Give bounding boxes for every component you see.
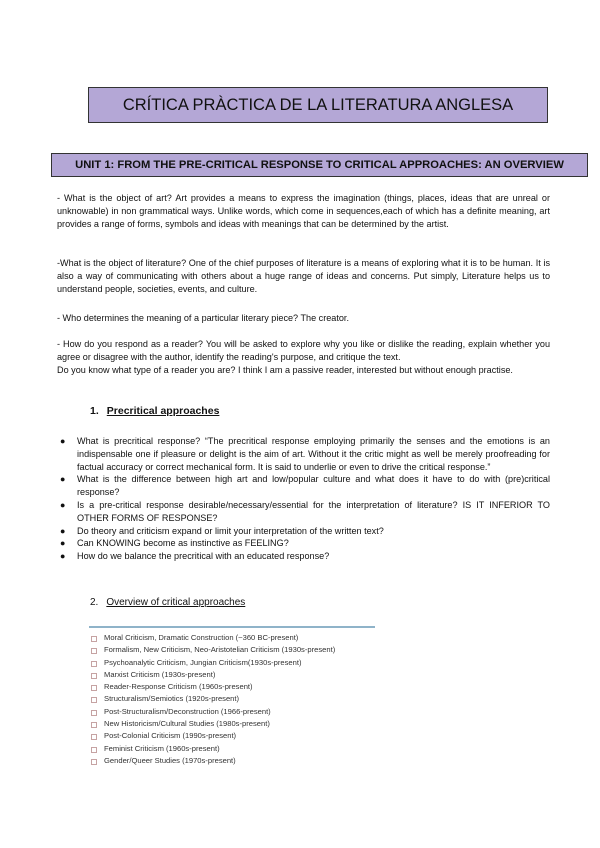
list-item-text: Is a pre-critical response desirable/necessary/essential for the interpretation of literature? IS IT INFERIOR TO OTHER FORMS OF RESPONSE? [77, 499, 550, 523]
checkbox-square-icon [91, 648, 97, 654]
list-item-text: How do we balance the precritical with an educated response? [77, 551, 330, 562]
bullet-icon: ● [60, 436, 66, 446]
section-title: Overview of critical approaches [106, 597, 246, 608]
unit-heading-text: UNIT 1: FROM THE PRE-CRITICAL RESPONSE TO CRITICAL APPROACHES: AN OVERVIEW [75, 159, 564, 171]
divider [89, 626, 375, 628]
paragraph-object-of-literature: -What is the object of literature? One of the chief purposes of literature is a means of exploring what it is to be human. It is also a way of communicating with others about a huge range of ideas and concerns. Put simply, Literature helps us to understand people, societies, events, and culture. [57, 258, 550, 294]
bullet-icon: ● [60, 525, 66, 536]
section-number: 1. [90, 405, 99, 417]
list-item [57, 435, 550, 473]
paragraph-meaning: - Who determines the meaning of a particular literary piece? The creator. [57, 313, 349, 323]
document-title-text: CRÍTICA PRÀCTICA DE LA LITERATURA ANGLESA [122, 95, 514, 114]
section-heading-precritical [90, 405, 219, 417]
checkbox-square-icon [91, 722, 97, 728]
checkbox-square-icon [91, 685, 97, 691]
list-item [57, 537, 550, 550]
paragraph-reader-response-text: - How do you respond as a reader? You will be asked to explore why you like or dislike the reading, explain whether you agree or disagree with the author, identify the reading's purpose, and critique the text. [57, 339, 550, 362]
checkbox-square-icon [91, 734, 97, 740]
list-item-text: What is precritical response? “The precritical response employing primarily the senses and the emotions is an indispensable one if pleasure or delight is the aim of art. Without it the critic might as well be merely proofreading for factual accuracy or correct mechanical form. It is said to underlie or even to drive the critical response.” [77, 436, 550, 472]
bullet-icon: ● [60, 551, 66, 562]
list-item [90, 730, 390, 742]
section-heading-overview [90, 597, 245, 608]
bullet-icon: ● [60, 499, 66, 510]
list-item [90, 706, 390, 718]
list-item [57, 550, 550, 563]
list-item-text: Do theory and criticism expand or limit your interpretation of the written text? [77, 525, 384, 536]
list-item-text: Psychoanalytic Criticism, Jungian Criticism(1930s-present) [104, 657, 302, 667]
list-item-text: Moral Criticism, Dramatic Construction (~360 BC-present) [104, 633, 299, 642]
list-item [90, 718, 390, 730]
checkbox-square-icon [91, 710, 97, 716]
list-item [90, 755, 390, 767]
unit-heading [51, 153, 588, 177]
checkbox-square-icon [91, 759, 97, 765]
list-item [90, 644, 390, 656]
list-item-text: New Historicism/Cultural Studies (1980s-present) [104, 719, 270, 729]
document-title [88, 87, 548, 123]
list-item [90, 743, 390, 755]
paragraph-object-of-art: - What is the object of art? Art provides a means to express the imagination (things, places, ideas that are unreal or unknowable) in non grammatical ways. Unlike words, which come in sequences,each of which has a definite meaning, art provides a range of forms, symbols and ideas with meanings that can be determined by the artist. [57, 193, 550, 229]
checkbox-square-icon [91, 673, 97, 679]
critical-approaches-list [90, 632, 390, 767]
list-item-text: Marxist Criticism (1930s-present) [104, 669, 216, 679]
list-item-text: Formalism, New Criticism, Neo-Aristotelian Criticism (1930s-present) [104, 645, 336, 655]
paragraph-reader-type-text: Do you know what type of a reader you are? I think I am a passive reader, interested but without enough practise. [57, 364, 513, 375]
bullet-icon: ● [60, 474, 66, 485]
list-item-text: Post-Structuralism/Deconstruction (1966-present) [104, 706, 271, 716]
list-item [90, 693, 390, 705]
list-item-text: Structuralism/Semiotics (1920s-present) [104, 694, 240, 704]
list-item [57, 499, 550, 525]
list-item [90, 669, 390, 681]
list-item-text: Reader-Response Criticism (1960s-present) [104, 682, 253, 692]
question-list [57, 435, 550, 563]
checkbox-square-icon [91, 636, 97, 642]
paragraph-reader-response [57, 338, 550, 376]
list-item [90, 632, 390, 644]
list-item-text: Post-Colonial Criticism (1990s-present) [104, 731, 237, 741]
list-item [90, 657, 390, 669]
list-item [90, 681, 390, 693]
checkbox-square-icon [91, 661, 97, 667]
section-number: 2. [90, 597, 99, 608]
checkbox-square-icon [91, 747, 97, 753]
list-item-text: Gender/Queer Studies (1970s-present) [104, 755, 236, 765]
section-title: Precritical approaches [106, 405, 220, 417]
list-item-text: Feminist Criticism (1960s-present) [104, 743, 220, 753]
list-item [57, 473, 550, 499]
list-item [57, 525, 550, 538]
list-item-text: What is the difference between high art and low/popular culture and what does it have to do with (pre)critical response? [77, 474, 550, 498]
bullet-icon: ● [60, 538, 66, 549]
checkbox-square-icon [91, 697, 97, 703]
list-item-text: Can KNOWING become as instinctive as FEELING? [77, 538, 289, 549]
